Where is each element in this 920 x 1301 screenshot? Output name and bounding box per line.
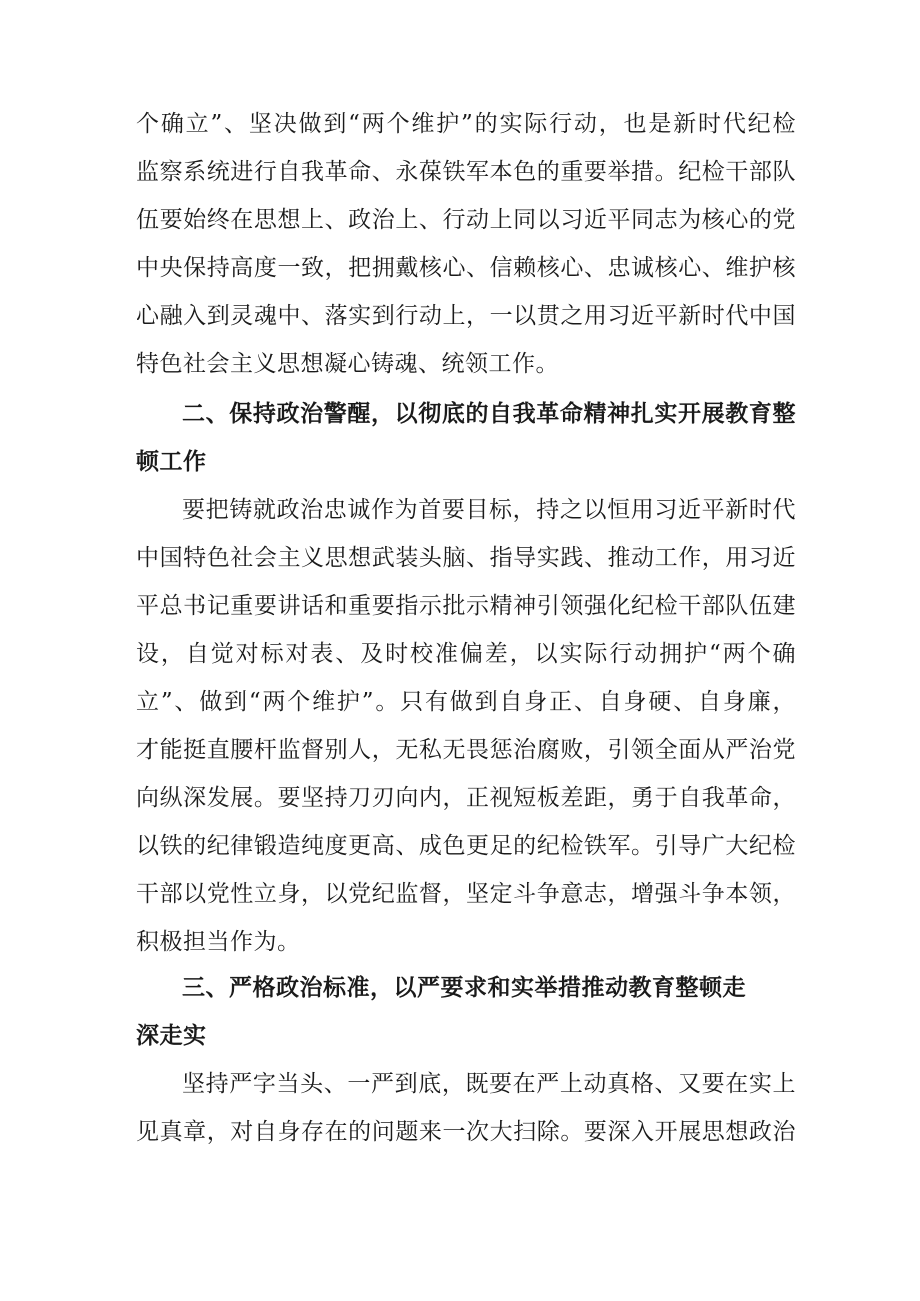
- heading-line: 二、保持政治警醒，以彻底的自我革命精神扎实开展教育整: [182, 401, 796, 427]
- text-line: 监察系统进行自我革命、永葆铁军本色的重要举措。纪检干部队: [136, 159, 796, 185]
- text-line: 平总书记重要讲话和重要指示批示精神引领强化纪检干部队伍建: [136, 593, 796, 619]
- text-line: 中央保持高度一致，把拥戴核心、信赖核心、忠诚核心、维护核: [136, 255, 796, 281]
- text-line: 心融入到灵魂中、落实到行动上，一以贯之用习近平新时代中国: [136, 303, 796, 329]
- heading-line: 深走实: [136, 1023, 207, 1049]
- text-line: 见真章，对自身存在的问题来一次大扫除。要深入开展思想政治: [136, 1119, 796, 1145]
- text-line: 要把铸就政治忠诚作为首要目标，持之以恒用习近平新时代: [182, 497, 796, 523]
- section-heading-2: [136, 390, 796, 486]
- paragraph-section-2: [136, 486, 796, 966]
- text-line: 坚持严字当头、一严到底，既要在严上动真格、又要在实上: [182, 1071, 796, 1097]
- text-line: 才能挺直腰杆监督别人，无私无畏惩治腐败，引领全面从严治党: [136, 737, 796, 763]
- text-line: 伍要始终在思想上、政治上、行动上同以习近平同志为核心的党: [136, 207, 796, 233]
- section-heading-3: [136, 964, 796, 1060]
- text-line: 个确立”、坚决做到“两个维护”的实际行动，也是新时代纪检: [136, 111, 796, 137]
- text-line: 向纵深发展。要坚持刀刃向内，正视短板差距，勇于自我革命，: [136, 785, 796, 811]
- text-line: 设，自觉对标对表、及时校准偏差，以实际行动拥护“两个确: [136, 641, 796, 667]
- paragraph-continuation: [136, 100, 796, 388]
- text-line: 中国特色社会主义思想武装头脑、指导实践、推动工作，用习近: [136, 545, 796, 571]
- text-line: 特色社会主义思想凝心铸魂、统领工作。: [136, 351, 559, 377]
- text-line: 以铁的纪律锻造纯度更高、成色更足的纪检铁军。引导广大纪检: [136, 833, 796, 859]
- heading-line: 顿工作: [136, 449, 207, 475]
- text-line: 干部以党性立身，以党纪监督，坚定斗争意志，增强斗争本领，: [136, 881, 796, 907]
- paragraph-section-3: [136, 1060, 796, 1156]
- text-line: 积极担当作为。: [136, 929, 301, 955]
- heading-line: 三、严格政治标准，以严要求和实举措推动教育整顿走: [182, 975, 746, 1001]
- text-line: 立”、做到“两个维护”。只有做到自身正、自身硬、自身廉，: [136, 689, 796, 715]
